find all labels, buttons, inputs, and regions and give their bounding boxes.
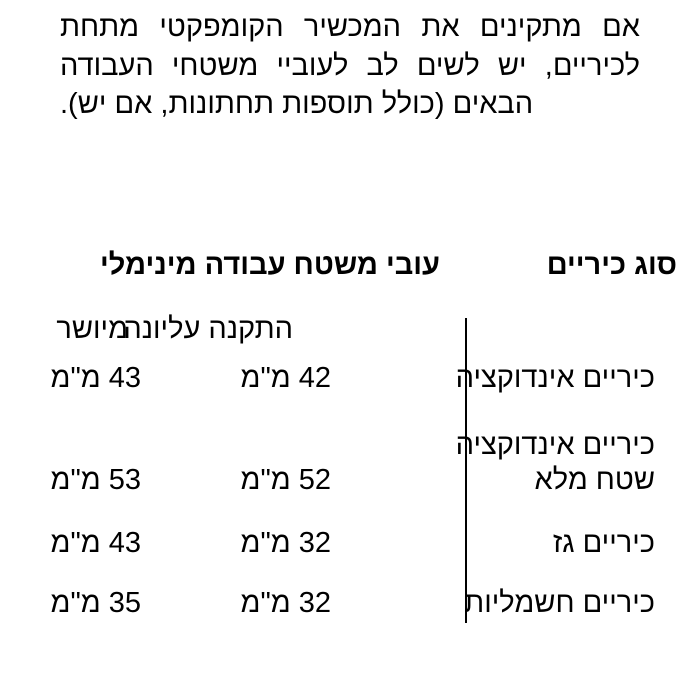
row-label-full-surface-induction-line1: כיריים אינדוקציה <box>455 429 655 461</box>
intro-line-1: אם מתקינים את המכשיר הקומפקטי מתחת <box>60 11 640 43</box>
subheader-top-installation: התקנה עליונה <box>123 313 293 345</box>
row-label-electric: כיריים חשמליות <box>464 587 655 619</box>
row-label-full-surface-induction-line2: שטח מלא <box>534 464 655 496</box>
intro-paragraph <box>60 8 640 124</box>
row-label-induction: כיריים אינדוקציה <box>455 362 655 394</box>
subheader-flush: מיושר <box>56 313 128 345</box>
row-value-electric-flush: 35 מ"מ <box>50 587 141 619</box>
row-value-full-surface-induction-top-install: 52 מ"מ <box>240 464 331 496</box>
intro-line-2: לכיריים, יש לשים לב לעוביי משטחי העבודה <box>60 49 640 82</box>
row-value-induction-top-install: 42 מ"מ <box>240 362 331 394</box>
intro-line-3: הבאים (כולל תוספות תחתונות, אם יש). <box>60 88 534 120</box>
row-value-gas-top-install: 32 מ"מ <box>240 527 331 559</box>
column-header-cooktop-type: סוג כיריים <box>546 249 677 281</box>
row-value-electric-top-install: 32 מ"מ <box>240 587 331 619</box>
row-label-gas: כיריים גז <box>552 527 655 559</box>
column-header-min-worktop-thickness: עובי משטח עבודה מינימלי <box>100 249 440 281</box>
row-value-induction-flush: 43 מ"מ <box>50 362 141 394</box>
row-value-gas-flush: 43 מ"מ <box>50 527 141 559</box>
row-value-full-surface-induction-flush: 53 מ"מ <box>50 464 141 496</box>
